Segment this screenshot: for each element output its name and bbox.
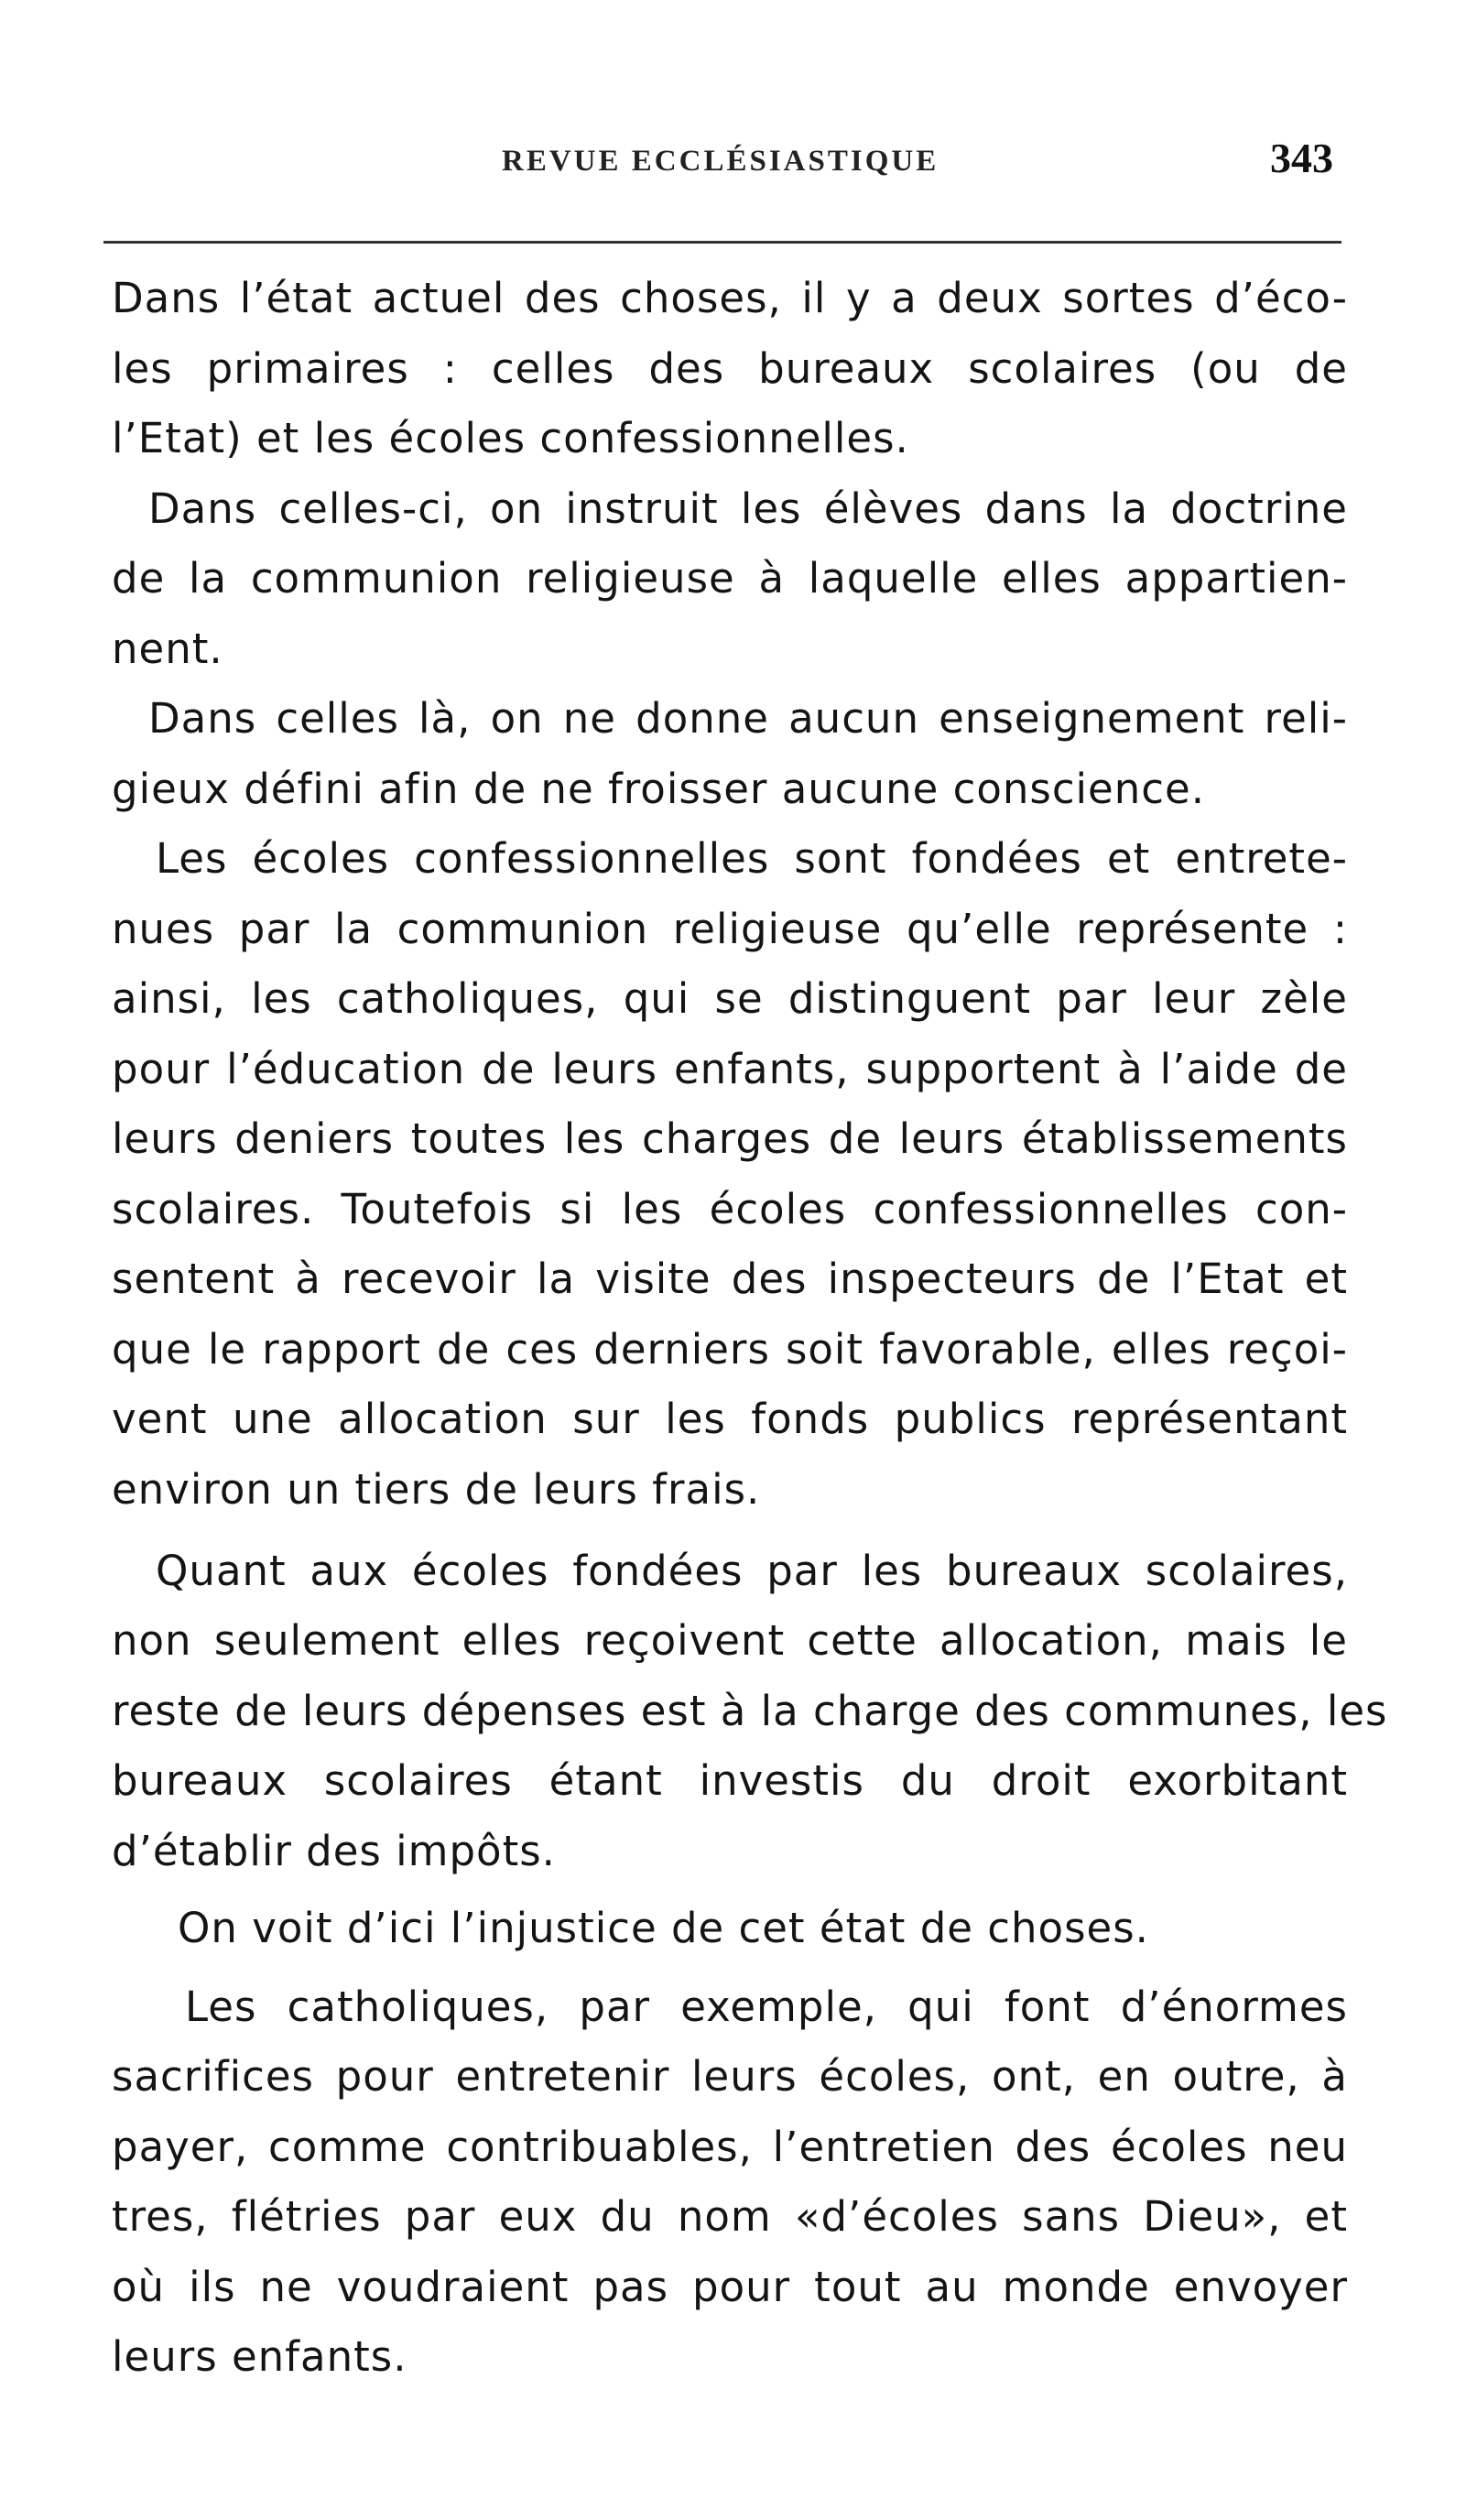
text-line: nent. [112,625,223,673]
text-line: vent une allocation sur les fonds publics représentant [112,1395,1348,1443]
text-line: où ils ne voudraient pas pour tout au monde envoyer [112,2263,1348,2311]
text-line: bureaux scolaires étant investis du droit exorbitant [112,1756,1348,1805]
text-line: Dans l’état actuel des choses, il y a deux sortes d’éco- [112,274,1348,322]
text-line: Dans celles-ci, on instruit les élèves dans la doctrine [148,484,1348,533]
text-line: de la communion religieuse à laquelle elles appartien- [112,554,1348,603]
text-line: ainsi, les catholiques, qui se distinguent par leur zèle [112,974,1348,1023]
text-line: On voit d’ici l’injustice de cet état de choses. [178,1904,1149,1952]
page-number: 343 [1270,135,1333,181]
text-line: nues par la communion religieuse qu’elle représente : [112,905,1348,953]
running-head: REVUE ECCLÉSIASTIQUE [502,145,939,178]
text-line: Les catholiques, par exemple, qui font d’énormes [185,1982,1348,2031]
text-line: que le rapport de ces derniers soit favorable, elles reçoi- [112,1325,1348,1374]
text-line: leurs enfants. [112,2332,407,2381]
text-line: leurs deniers toutes les charges de leurs établissements [112,1114,1348,1163]
text-line: tres, flétries par eux du nom «d’écoles sans Dieu», et [112,2192,1348,2241]
text-line: les primaires : celles des bureaux scolaires (ou de [112,344,1348,393]
text-line: scolaires. Toutefois si les écoles confessionnelles con- [112,1185,1348,1233]
text-line: l’Etat) et les écoles confessionnelles. [112,414,909,462]
text-line: Dans celles là, on ne donne aucun enseignement reli- [148,694,1348,743]
text-line: payer, comme contribuables, l’entretien des écoles neu [112,2123,1348,2171]
text-line: environ un tiers de leurs frais. [112,1465,761,1514]
text-line: Les écoles confessionnelles sont fondées et entrete- [156,834,1348,883]
header-rule [103,241,1341,244]
text-line: gieux défini afin de ne froisser aucune conscience. [112,765,1205,813]
text-line: reste de leurs dépenses est à la charge des communes, les [112,1687,1388,1735]
text-line: non seulement elles reçoivent cette allocation, mais le [112,1616,1348,1665]
text-line: pour l’éducation de leurs enfants, supportent à l’aide de [112,1045,1348,1093]
text-line: sentent à recevoir la visite des inspecteurs de l’Etat et [112,1255,1348,1303]
text-line: d’établir des impôts. [112,1827,556,1875]
text-line: Quant aux écoles fondées par les bureaux scolaires, [156,1547,1348,1595]
text-line: sacrifices pour entretenir leurs écoles, ont, en outre, à [112,2052,1348,2101]
